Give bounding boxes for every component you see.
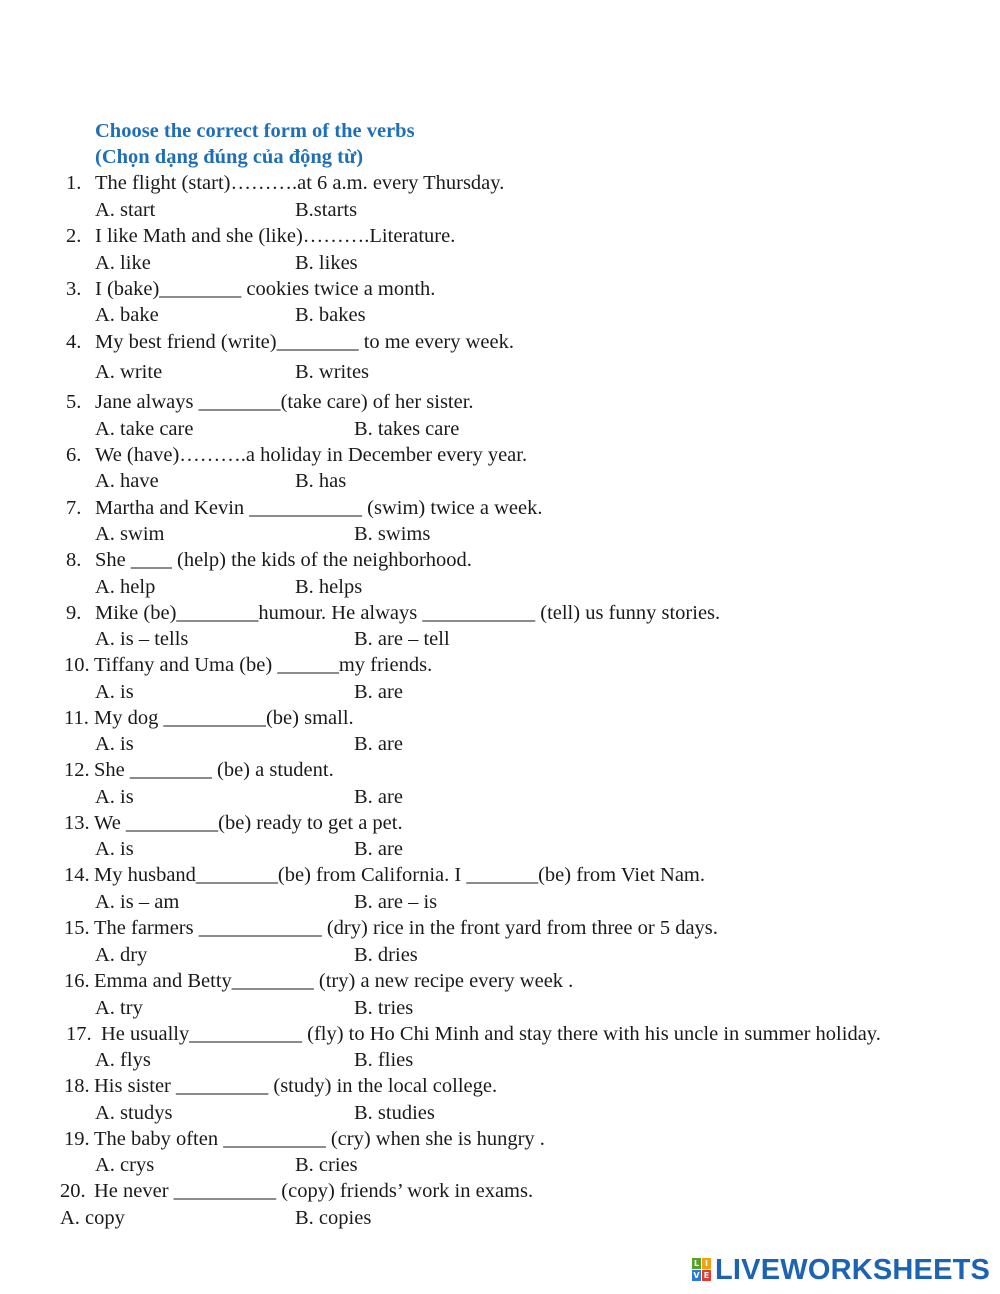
question-number: 14. — [64, 864, 90, 886]
question-number: 15. — [64, 917, 90, 939]
question-text: Mike (be)________humour. He always ___________ (tell) us funny stories. — [95, 602, 721, 624]
answer-option-a[interactable]: A. try — [95, 997, 143, 1019]
question-number: 13. — [64, 812, 90, 834]
question-text: I like Math and she (like)……….Literature. — [95, 225, 456, 247]
answer-option-a[interactable]: A. crys — [95, 1154, 155, 1176]
answer-option-b[interactable]: B. flies — [354, 1049, 414, 1071]
answer-option-b[interactable]: B. are – tell — [354, 628, 450, 650]
answer-option-a[interactable]: A. like — [95, 252, 151, 274]
question-text: Tiffany and Uma (be) ______my friends. — [94, 654, 433, 676]
answer-option-a[interactable]: A. is — [95, 838, 134, 860]
answer-option-a[interactable]: A. studys — [95, 1102, 173, 1124]
question-number: 12. — [64, 759, 90, 781]
answer-option-b[interactable]: B. has — [295, 470, 347, 492]
answer-option-b[interactable]: B. tries — [354, 997, 414, 1019]
answer-option-a[interactable]: A. is – tells — [95, 628, 189, 650]
answer-option-b[interactable]: B. are — [354, 681, 403, 703]
answer-option-b[interactable]: B. dries — [354, 944, 418, 966]
answer-option-b[interactable]: B. likes — [295, 252, 358, 274]
answer-option-b[interactable]: B. helps — [295, 576, 363, 598]
question-number: 20. — [60, 1180, 86, 1202]
answer-option-b[interactable]: B. cries — [295, 1154, 358, 1176]
question-text: My best friend (write)________ to me every week. — [95, 331, 514, 353]
question-text: My dog __________(be) small. — [94, 707, 354, 729]
question-number: 11. — [64, 707, 89, 729]
answer-option-b[interactable]: B. swims — [354, 523, 431, 545]
answer-option-a[interactable]: A. help — [95, 576, 156, 598]
question-text: Jane always ________(take care) of her sister. — [95, 391, 474, 413]
question-text: He usually___________ (fly) to Ho Chi Minh and stay there with his uncle in summer holiday. — [101, 1023, 881, 1045]
answer-option-a[interactable]: A. write — [95, 361, 163, 383]
question-number: 3. — [66, 278, 82, 300]
question-text: We _________(be) ready to get a pet. — [94, 812, 403, 834]
question-number: 5. — [66, 391, 82, 413]
question-text: We (have)……….a holiday in December every year. — [95, 444, 528, 466]
liveworksheets-logo — [692, 1255, 990, 1285]
question-text: He never __________ (copy) friends’ work in exams. — [94, 1180, 534, 1202]
answer-option-b[interactable]: B. are — [354, 733, 403, 755]
question-number: 8. — [66, 549, 82, 571]
answer-option-a[interactable]: A. is — [95, 681, 134, 703]
question-text: Martha and Kevin ___________ (swim) twice a week. — [95, 497, 543, 519]
question-text: She ________ (be) a student. — [94, 759, 334, 781]
answer-option-b[interactable]: B. are — [354, 838, 403, 860]
answer-option-a[interactable]: A. is — [95, 733, 134, 755]
question-text: She ____ (help) the kids of the neighborhood. — [95, 549, 472, 571]
question-text: His sister _________ (study) in the local college. — [94, 1075, 498, 1097]
question-text: The baby often __________ (cry) when she is hungry . — [94, 1128, 545, 1150]
question-number: 7. — [66, 497, 82, 519]
answer-option-a[interactable]: A. start — [95, 199, 156, 221]
answer-option-a[interactable]: A. is — [95, 786, 134, 808]
question-number: 6. — [66, 444, 82, 466]
question-number: 1. — [66, 172, 82, 194]
question-number: 19. — [64, 1128, 90, 1150]
answer-option-a[interactable]: A. bake — [95, 304, 159, 326]
answer-option-b[interactable]: B. writes — [295, 361, 370, 383]
answer-option-a[interactable]: A. flys — [95, 1049, 151, 1071]
question-number: 10. — [64, 654, 90, 676]
answer-option-b[interactable]: B.starts — [295, 199, 358, 221]
logo-text: LIVEWORKSHEETS — [715, 1254, 991, 1286]
question-text: I (bake)________ cookies twice a month. — [95, 278, 436, 300]
instruction-title: Choose the correct form of the verbs — [95, 120, 415, 142]
question-number: 9. — [66, 602, 82, 624]
answer-option-a[interactable]: A. swim — [95, 523, 165, 545]
question-text: The flight (start)……….at 6 a.m. every Thursday. — [95, 172, 505, 194]
liveworksheets-logo-icon: L I V E — [693, 1259, 710, 1280]
question-number: 18. — [64, 1075, 90, 1097]
question-text: Emma and Betty________ (try) a new recipe every week . — [94, 970, 574, 992]
question-number: 17. — [66, 1023, 92, 1045]
answer-option-b[interactable]: B. bakes — [295, 304, 366, 326]
answer-option-b[interactable]: B. takes care — [354, 418, 460, 440]
question-text: My husband________(be) from California. I _______(be) from Viet Nam. — [94, 864, 705, 886]
question-number: 2. — [66, 225, 82, 247]
answer-option-b[interactable]: B. studies — [354, 1102, 435, 1124]
answer-option-b[interactable]: B. are — [354, 786, 403, 808]
answer-option-a[interactable]: A. have — [95, 470, 159, 492]
answer-option-b[interactable]: B. copies — [295, 1207, 372, 1229]
instruction-subtitle: (Chọn dạng đúng của động từ) — [95, 146, 364, 168]
answer-option-a[interactable]: A. is – am — [95, 891, 180, 913]
answer-option-a[interactable]: A. copy — [60, 1207, 125, 1229]
answer-option-a[interactable]: A. take care — [95, 418, 194, 440]
answer-option-a[interactable]: A. dry — [95, 944, 148, 966]
question-number: 4. — [66, 331, 82, 353]
answer-option-b[interactable]: B. are – is — [354, 891, 438, 913]
question-number: 16. — [64, 970, 90, 992]
question-text: The farmers ____________ (dry) rice in the front yard from three or 5 days. — [94, 917, 718, 939]
